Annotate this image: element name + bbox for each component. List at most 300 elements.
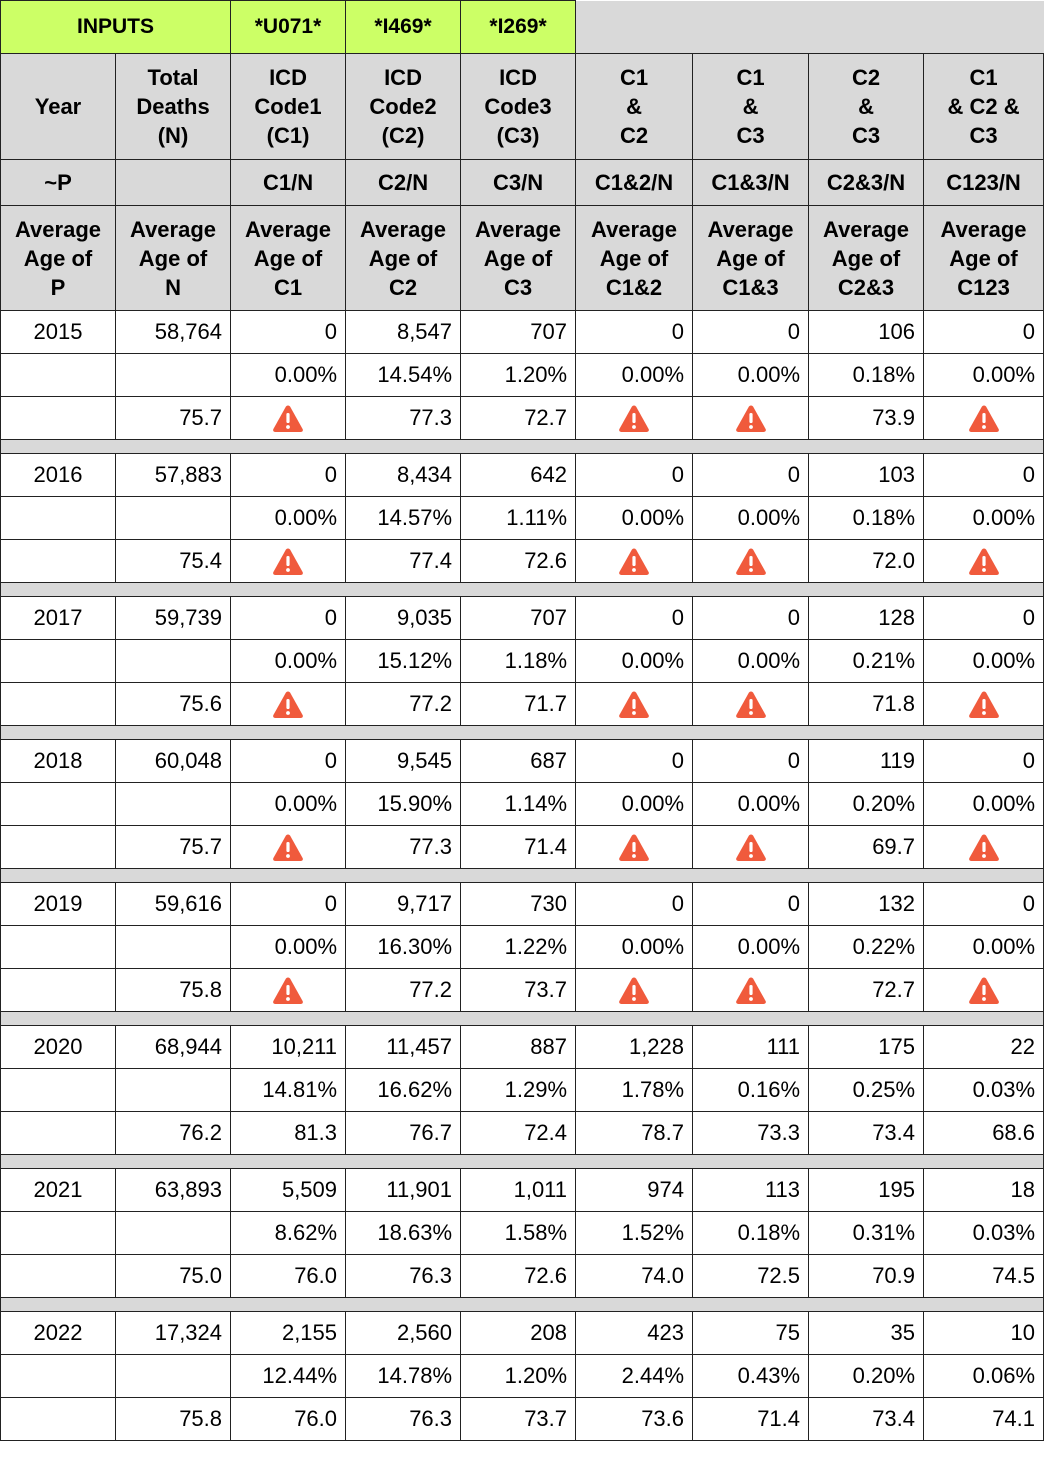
- separator-cell: [1, 440, 1044, 454]
- warning-cell: [231, 969, 346, 1012]
- column-header-line: C3: [851, 123, 881, 148]
- age-header-line: Average: [360, 216, 447, 242]
- age-header-1: [116, 206, 231, 311]
- warning-cell: [693, 540, 809, 583]
- input-code1[interactable]: *U071*: [231, 1, 346, 54]
- column-header-4: [461, 54, 576, 160]
- percent-cell: [116, 1069, 231, 1112]
- percent-cell: 0.00%: [231, 783, 346, 826]
- warning-triangle-icon: [618, 976, 650, 1005]
- count-cell: 0: [693, 597, 809, 640]
- percent-cell: 0.00%: [231, 926, 346, 969]
- warning-triangle-icon: [735, 833, 767, 862]
- column-header-line: Code3: [484, 94, 552, 119]
- percent-cell: 1.52%: [576, 1212, 693, 1255]
- year-separator: [1, 583, 1044, 597]
- warning-cell: [576, 397, 693, 440]
- percent-cell: 0.16%: [693, 1069, 809, 1112]
- age-cell: 77.3: [346, 397, 461, 440]
- age-header-line: Age of: [949, 245, 1018, 271]
- age-cell: 73.6: [576, 1398, 693, 1441]
- percent-cell: 0.00%: [924, 926, 1044, 969]
- table-row-counts: [1, 1312, 1044, 1355]
- count-cell: 9,545: [346, 740, 461, 783]
- age-header-line: Average: [823, 216, 910, 242]
- percent-cell: 0.00%: [576, 497, 693, 540]
- age-header-4: [461, 206, 576, 311]
- age-cell: 68.6: [924, 1112, 1044, 1155]
- count-cell: 0: [576, 740, 693, 783]
- ratio-header-3: C2/N: [346, 160, 461, 206]
- table-row-percentages: [1, 1212, 1044, 1255]
- column-header-line: (C1): [266, 123, 310, 148]
- count-cell: 707: [461, 311, 576, 354]
- count-cell: 707: [461, 597, 576, 640]
- age-cell: 75.8: [116, 1398, 231, 1441]
- ratio-header-6: C1&3/N: [693, 160, 809, 206]
- count-cell: 423: [576, 1312, 693, 1355]
- table-row-counts: [1, 740, 1044, 783]
- warning-cell: [924, 826, 1044, 869]
- count-cell: 642: [461, 454, 576, 497]
- percent-cell: 0.00%: [693, 926, 809, 969]
- table-row-counts: [1, 454, 1044, 497]
- year-cell: 2016: [1, 454, 116, 497]
- year-cell: 2017: [1, 597, 116, 640]
- table-row-ages: [1, 397, 1044, 440]
- count-cell: 2,560: [346, 1312, 461, 1355]
- percent-cell: 1.20%: [461, 354, 576, 397]
- age-cell: 76.0: [231, 1255, 346, 1298]
- column-header-2: [231, 54, 346, 160]
- table-row-percentages: [1, 354, 1044, 397]
- count-cell: 2,155: [231, 1312, 346, 1355]
- column-header-7: [809, 54, 924, 160]
- percent-cell: 0.20%: [809, 1355, 924, 1398]
- column-header-line: ICD: [269, 65, 307, 90]
- count-cell: 1,228: [576, 1026, 693, 1069]
- age-cell: 76.2: [116, 1112, 231, 1155]
- warning-cell: [693, 683, 809, 726]
- table-row-ages: [1, 540, 1044, 583]
- column-header-line: (C3): [496, 123, 540, 148]
- age-cell: 75.8: [116, 969, 231, 1012]
- empty-cell: [1, 826, 116, 869]
- column-header-line: &: [858, 94, 874, 119]
- column-header-3: [346, 54, 461, 160]
- count-cell: 11,457: [346, 1026, 461, 1069]
- count-cell: 0: [924, 597, 1044, 640]
- warning-triangle-icon: [968, 547, 1000, 576]
- count-cell: 22: [924, 1026, 1044, 1069]
- age-cell: 76.3: [346, 1398, 461, 1441]
- percent-cell: 0.00%: [693, 354, 809, 397]
- percent-cell: 15.12%: [346, 640, 461, 683]
- percent-cell: 14.81%: [231, 1069, 346, 1112]
- age-header-6: [693, 206, 809, 311]
- percent-cell: [116, 926, 231, 969]
- percent-cell: 12.44%: [231, 1355, 346, 1398]
- table-row-ages: [1, 826, 1044, 869]
- warning-triangle-icon: [618, 690, 650, 719]
- column-header-line: (C2): [381, 123, 425, 148]
- percent-cell: 16.30%: [346, 926, 461, 969]
- count-cell: 75: [693, 1312, 809, 1355]
- age-cell: 72.5: [693, 1255, 809, 1298]
- age-header-5: [576, 206, 693, 311]
- count-cell: 0: [231, 883, 346, 926]
- header-row-ages: [1, 206, 1044, 311]
- age-cell: 72.7: [461, 397, 576, 440]
- percent-cell: 0.25%: [809, 1069, 924, 1112]
- count-cell: 0: [924, 883, 1044, 926]
- age-cell: 73.4: [809, 1398, 924, 1441]
- table-row-counts: [1, 311, 1044, 354]
- age-cell: 71.8: [809, 683, 924, 726]
- age-header-7: [809, 206, 924, 311]
- count-cell: 58,764: [116, 311, 231, 354]
- age-header-line: Average: [707, 216, 794, 242]
- warning-cell: [231, 540, 346, 583]
- percent-cell: 0.31%: [809, 1212, 924, 1255]
- warning-triangle-icon: [272, 690, 304, 719]
- age-cell: 71.4: [693, 1398, 809, 1441]
- empty-cell: [1, 640, 116, 683]
- count-cell: 0: [924, 740, 1044, 783]
- age-header-line: C2&3: [837, 274, 895, 300]
- age-header-line: Age of: [831, 245, 901, 271]
- percent-cell: 0.00%: [924, 783, 1044, 826]
- empty-cell: [1, 969, 116, 1012]
- percent-cell: 1.78%: [576, 1069, 693, 1112]
- warning-triangle-icon: [968, 833, 1000, 862]
- warning-triangle-icon: [272, 976, 304, 1005]
- age-cell: 73.7: [461, 969, 576, 1012]
- warning-triangle-icon: [968, 690, 1000, 719]
- table-row-percentages: [1, 497, 1044, 540]
- age-header-line: Age of: [138, 245, 208, 271]
- table-row-ages: [1, 1398, 1044, 1441]
- column-header-6: [693, 54, 809, 160]
- count-cell: 0: [231, 597, 346, 640]
- warning-cell: [693, 826, 809, 869]
- percent-cell: 18.63%: [346, 1212, 461, 1255]
- column-header-line: C1: [969, 65, 998, 90]
- age-cell: 72.4: [461, 1112, 576, 1155]
- year-separator: [1, 1298, 1044, 1312]
- percent-cell: 1.20%: [461, 1355, 576, 1398]
- table-row-percentages: [1, 640, 1044, 683]
- ratio-header-8: C123/N: [924, 160, 1044, 206]
- warning-cell: [924, 540, 1044, 583]
- percent-cell: 0.00%: [231, 640, 346, 683]
- column-header-line: C3: [736, 123, 765, 148]
- percent-cell: 0.20%: [809, 783, 924, 826]
- column-header-line: &: [742, 94, 759, 119]
- count-cell: 57,883: [116, 454, 231, 497]
- ratio-header-4: C3/N: [461, 160, 576, 206]
- column-header-line: C1: [736, 65, 765, 90]
- age-header-line: C123: [957, 274, 1010, 300]
- column-header-line: Year: [34, 94, 82, 119]
- age-cell: 73.7: [461, 1398, 576, 1441]
- separator-cell: [1, 1155, 1044, 1169]
- year-separator: [1, 869, 1044, 883]
- age-header-line: Average: [940, 216, 1027, 242]
- age-cell: 81.3: [231, 1112, 346, 1155]
- percent-cell: [116, 640, 231, 683]
- empty-cell: [1, 354, 116, 397]
- table-row-percentages: [1, 1355, 1044, 1398]
- empty-cell: [1, 926, 116, 969]
- ratio-header-2: C1/N: [231, 160, 346, 206]
- column-header-line: ICD: [499, 65, 537, 90]
- column-header-line: C1: [619, 65, 649, 90]
- warning-cell: [693, 397, 809, 440]
- percent-cell: 0.00%: [924, 354, 1044, 397]
- input-code3[interactable]: *I269*: [461, 1, 576, 54]
- percent-cell: 1.29%: [461, 1069, 576, 1112]
- warning-cell: [231, 397, 346, 440]
- age-header-line: P: [50, 274, 66, 300]
- warning-cell: [576, 540, 693, 583]
- age-header-line: C2: [388, 274, 418, 300]
- warning-cell: [576, 826, 693, 869]
- table-row-ages: [1, 969, 1044, 1012]
- warning-cell: [576, 969, 693, 1012]
- age-cell: 73.9: [809, 397, 924, 440]
- count-cell: 0: [693, 454, 809, 497]
- warning-triangle-icon: [618, 404, 650, 433]
- table-row-counts: [1, 1169, 1044, 1212]
- count-cell: 687: [461, 740, 576, 783]
- column-header-line: Total: [147, 65, 199, 90]
- empty-cell: [1, 397, 116, 440]
- count-cell: 111: [693, 1026, 809, 1069]
- warning-triangle-icon: [618, 833, 650, 862]
- empty-cell: [1, 1069, 116, 1112]
- count-cell: 887: [461, 1026, 576, 1069]
- ratio-header-7: C2&3/N: [809, 160, 924, 206]
- warning-triangle-icon: [272, 547, 304, 576]
- percent-cell: 0.06%: [924, 1355, 1044, 1398]
- percent-cell: 14.54%: [346, 354, 461, 397]
- count-cell: 208: [461, 1312, 576, 1355]
- header-row-ratios: [1, 160, 1044, 206]
- count-cell: 132: [809, 883, 924, 926]
- warning-triangle-icon: [735, 404, 767, 433]
- column-header-0: [1, 54, 116, 160]
- count-cell: 60,048: [116, 740, 231, 783]
- warning-triangle-icon: [272, 833, 304, 862]
- age-cell: 75.0: [116, 1255, 231, 1298]
- input-code2[interactable]: *I469*: [346, 1, 461, 54]
- count-cell: 974: [576, 1169, 693, 1212]
- count-cell: 68,944: [116, 1026, 231, 1069]
- age-cell: 76.0: [231, 1398, 346, 1441]
- age-header-line: Average: [14, 216, 101, 242]
- age-header-3: [346, 206, 461, 311]
- percent-cell: [116, 783, 231, 826]
- inputs-blank: [576, 1, 1044, 54]
- warning-triangle-icon: [735, 976, 767, 1005]
- column-header-line: C3: [969, 123, 998, 148]
- empty-cell: [1, 1212, 116, 1255]
- count-cell: 11,901: [346, 1169, 461, 1212]
- column-header-line: &: [626, 94, 642, 119]
- warning-cell: [231, 826, 346, 869]
- age-cell: 72.7: [809, 969, 924, 1012]
- separator-cell: [1, 1012, 1044, 1026]
- table-row-counts: [1, 883, 1044, 926]
- column-header-5: [576, 54, 693, 160]
- year-cell: 2018: [1, 740, 116, 783]
- percent-cell: 0.21%: [809, 640, 924, 683]
- age-cell: 76.7: [346, 1112, 461, 1155]
- ratio-header-1: [116, 160, 231, 206]
- column-header-line: & C2 &: [947, 94, 1020, 119]
- age-cell: 71.4: [461, 826, 576, 869]
- percent-cell: 0.00%: [576, 354, 693, 397]
- age-header-line: Age of: [368, 245, 438, 271]
- year-separator: [1, 440, 1044, 454]
- count-cell: 10: [924, 1312, 1044, 1355]
- count-cell: 0: [693, 883, 809, 926]
- percent-cell: 0.03%: [924, 1212, 1044, 1255]
- warning-triangle-icon: [735, 690, 767, 719]
- percent-cell: 0.00%: [693, 640, 809, 683]
- year-separator: [1, 1155, 1044, 1169]
- percent-cell: 1.18%: [461, 640, 576, 683]
- empty-cell: [1, 540, 116, 583]
- table-row-counts: [1, 1026, 1044, 1069]
- percent-cell: 0.03%: [924, 1069, 1044, 1112]
- warning-cell: [693, 969, 809, 1012]
- warning-cell: [576, 683, 693, 726]
- empty-cell: [1, 1255, 116, 1298]
- age-cell: 74.1: [924, 1398, 1044, 1441]
- column-header-line: Code2: [369, 94, 437, 119]
- percent-cell: 0.00%: [231, 497, 346, 540]
- percent-cell: 0.00%: [231, 354, 346, 397]
- separator-cell: [1, 869, 1044, 883]
- ratio-header-0: ~P: [1, 160, 116, 206]
- count-cell: 113: [693, 1169, 809, 1212]
- count-cell: 730: [461, 883, 576, 926]
- percent-cell: 0.00%: [576, 640, 693, 683]
- age-header-line: Age of: [253, 245, 323, 271]
- count-cell: 119: [809, 740, 924, 783]
- percent-cell: 8.62%: [231, 1212, 346, 1255]
- percent-cell: 0.43%: [693, 1355, 809, 1398]
- table-row-ages: [1, 1112, 1044, 1155]
- age-cell: 69.7: [809, 826, 924, 869]
- separator-cell: [1, 583, 1044, 597]
- percent-cell: 0.00%: [576, 926, 693, 969]
- column-header-line: C2: [619, 123, 649, 148]
- percent-cell: 16.62%: [346, 1069, 461, 1112]
- table-row-counts: [1, 597, 1044, 640]
- percent-cell: 2.44%: [576, 1355, 693, 1398]
- count-cell: 18: [924, 1169, 1044, 1212]
- age-cell: 77.4: [346, 540, 461, 583]
- age-header-line: C1&3: [722, 274, 779, 300]
- empty-cell: [1, 683, 116, 726]
- percent-cell: 14.57%: [346, 497, 461, 540]
- column-header-line: Deaths: [136, 94, 210, 119]
- column-header-1: [116, 54, 231, 160]
- count-cell: 0: [576, 883, 693, 926]
- age-cell: 75.7: [116, 826, 231, 869]
- age-cell: 75.4: [116, 540, 231, 583]
- empty-cell: [1, 1112, 116, 1155]
- empty-cell: [1, 1355, 116, 1398]
- age-cell: 76.3: [346, 1255, 461, 1298]
- warning-triangle-icon: [968, 404, 1000, 433]
- count-cell: 17,324: [116, 1312, 231, 1355]
- year-cell: 2015: [1, 311, 116, 354]
- count-cell: 106: [809, 311, 924, 354]
- age-header-line: Average: [130, 216, 217, 242]
- table-row-percentages: [1, 1069, 1044, 1112]
- year-separator: [1, 726, 1044, 740]
- age-header-line: Average: [591, 216, 678, 242]
- age-header-line: Age of: [599, 245, 669, 271]
- age-cell: 77.2: [346, 969, 461, 1012]
- percent-cell: [116, 497, 231, 540]
- age-cell: 71.7: [461, 683, 576, 726]
- inputs-row: [1, 1, 1044, 54]
- percent-cell: 0.00%: [924, 640, 1044, 683]
- age-cell: 72.0: [809, 540, 924, 583]
- percent-cell: 0.18%: [809, 497, 924, 540]
- table-row-ages: [1, 683, 1044, 726]
- percent-cell: 1.11%: [461, 497, 576, 540]
- year-cell: 2019: [1, 883, 116, 926]
- age-cell: 75.6: [116, 683, 231, 726]
- count-cell: 0: [231, 311, 346, 354]
- count-cell: 10,211: [231, 1026, 346, 1069]
- age-cell: 73.3: [693, 1112, 809, 1155]
- count-cell: 0: [924, 311, 1044, 354]
- header-row-columns: [1, 54, 1044, 160]
- age-header-line: Age of: [483, 245, 553, 271]
- age-cell: 74.5: [924, 1255, 1044, 1298]
- count-cell: 35: [809, 1312, 924, 1355]
- percent-cell: 0.00%: [924, 497, 1044, 540]
- column-header-line: (N): [157, 123, 189, 148]
- percent-cell: 1.14%: [461, 783, 576, 826]
- age-header-line: N: [165, 274, 181, 300]
- count-cell: 59,739: [116, 597, 231, 640]
- age-header-line: C1: [273, 274, 303, 300]
- warning-cell: [924, 683, 1044, 726]
- age-header-line: C3: [503, 274, 533, 300]
- count-cell: 0: [576, 454, 693, 497]
- count-cell: 175: [809, 1026, 924, 1069]
- year-cell: 2020: [1, 1026, 116, 1069]
- age-header-0: [1, 206, 116, 311]
- percent-cell: [116, 1212, 231, 1255]
- count-cell: 1,011: [461, 1169, 576, 1212]
- warning-triangle-icon: [735, 547, 767, 576]
- warning-triangle-icon: [618, 547, 650, 576]
- percent-cell: 0.00%: [693, 497, 809, 540]
- year-cell: 2021: [1, 1169, 116, 1212]
- table-row-ages: [1, 1255, 1044, 1298]
- warning-cell: [231, 683, 346, 726]
- age-cell: 70.9: [809, 1255, 924, 1298]
